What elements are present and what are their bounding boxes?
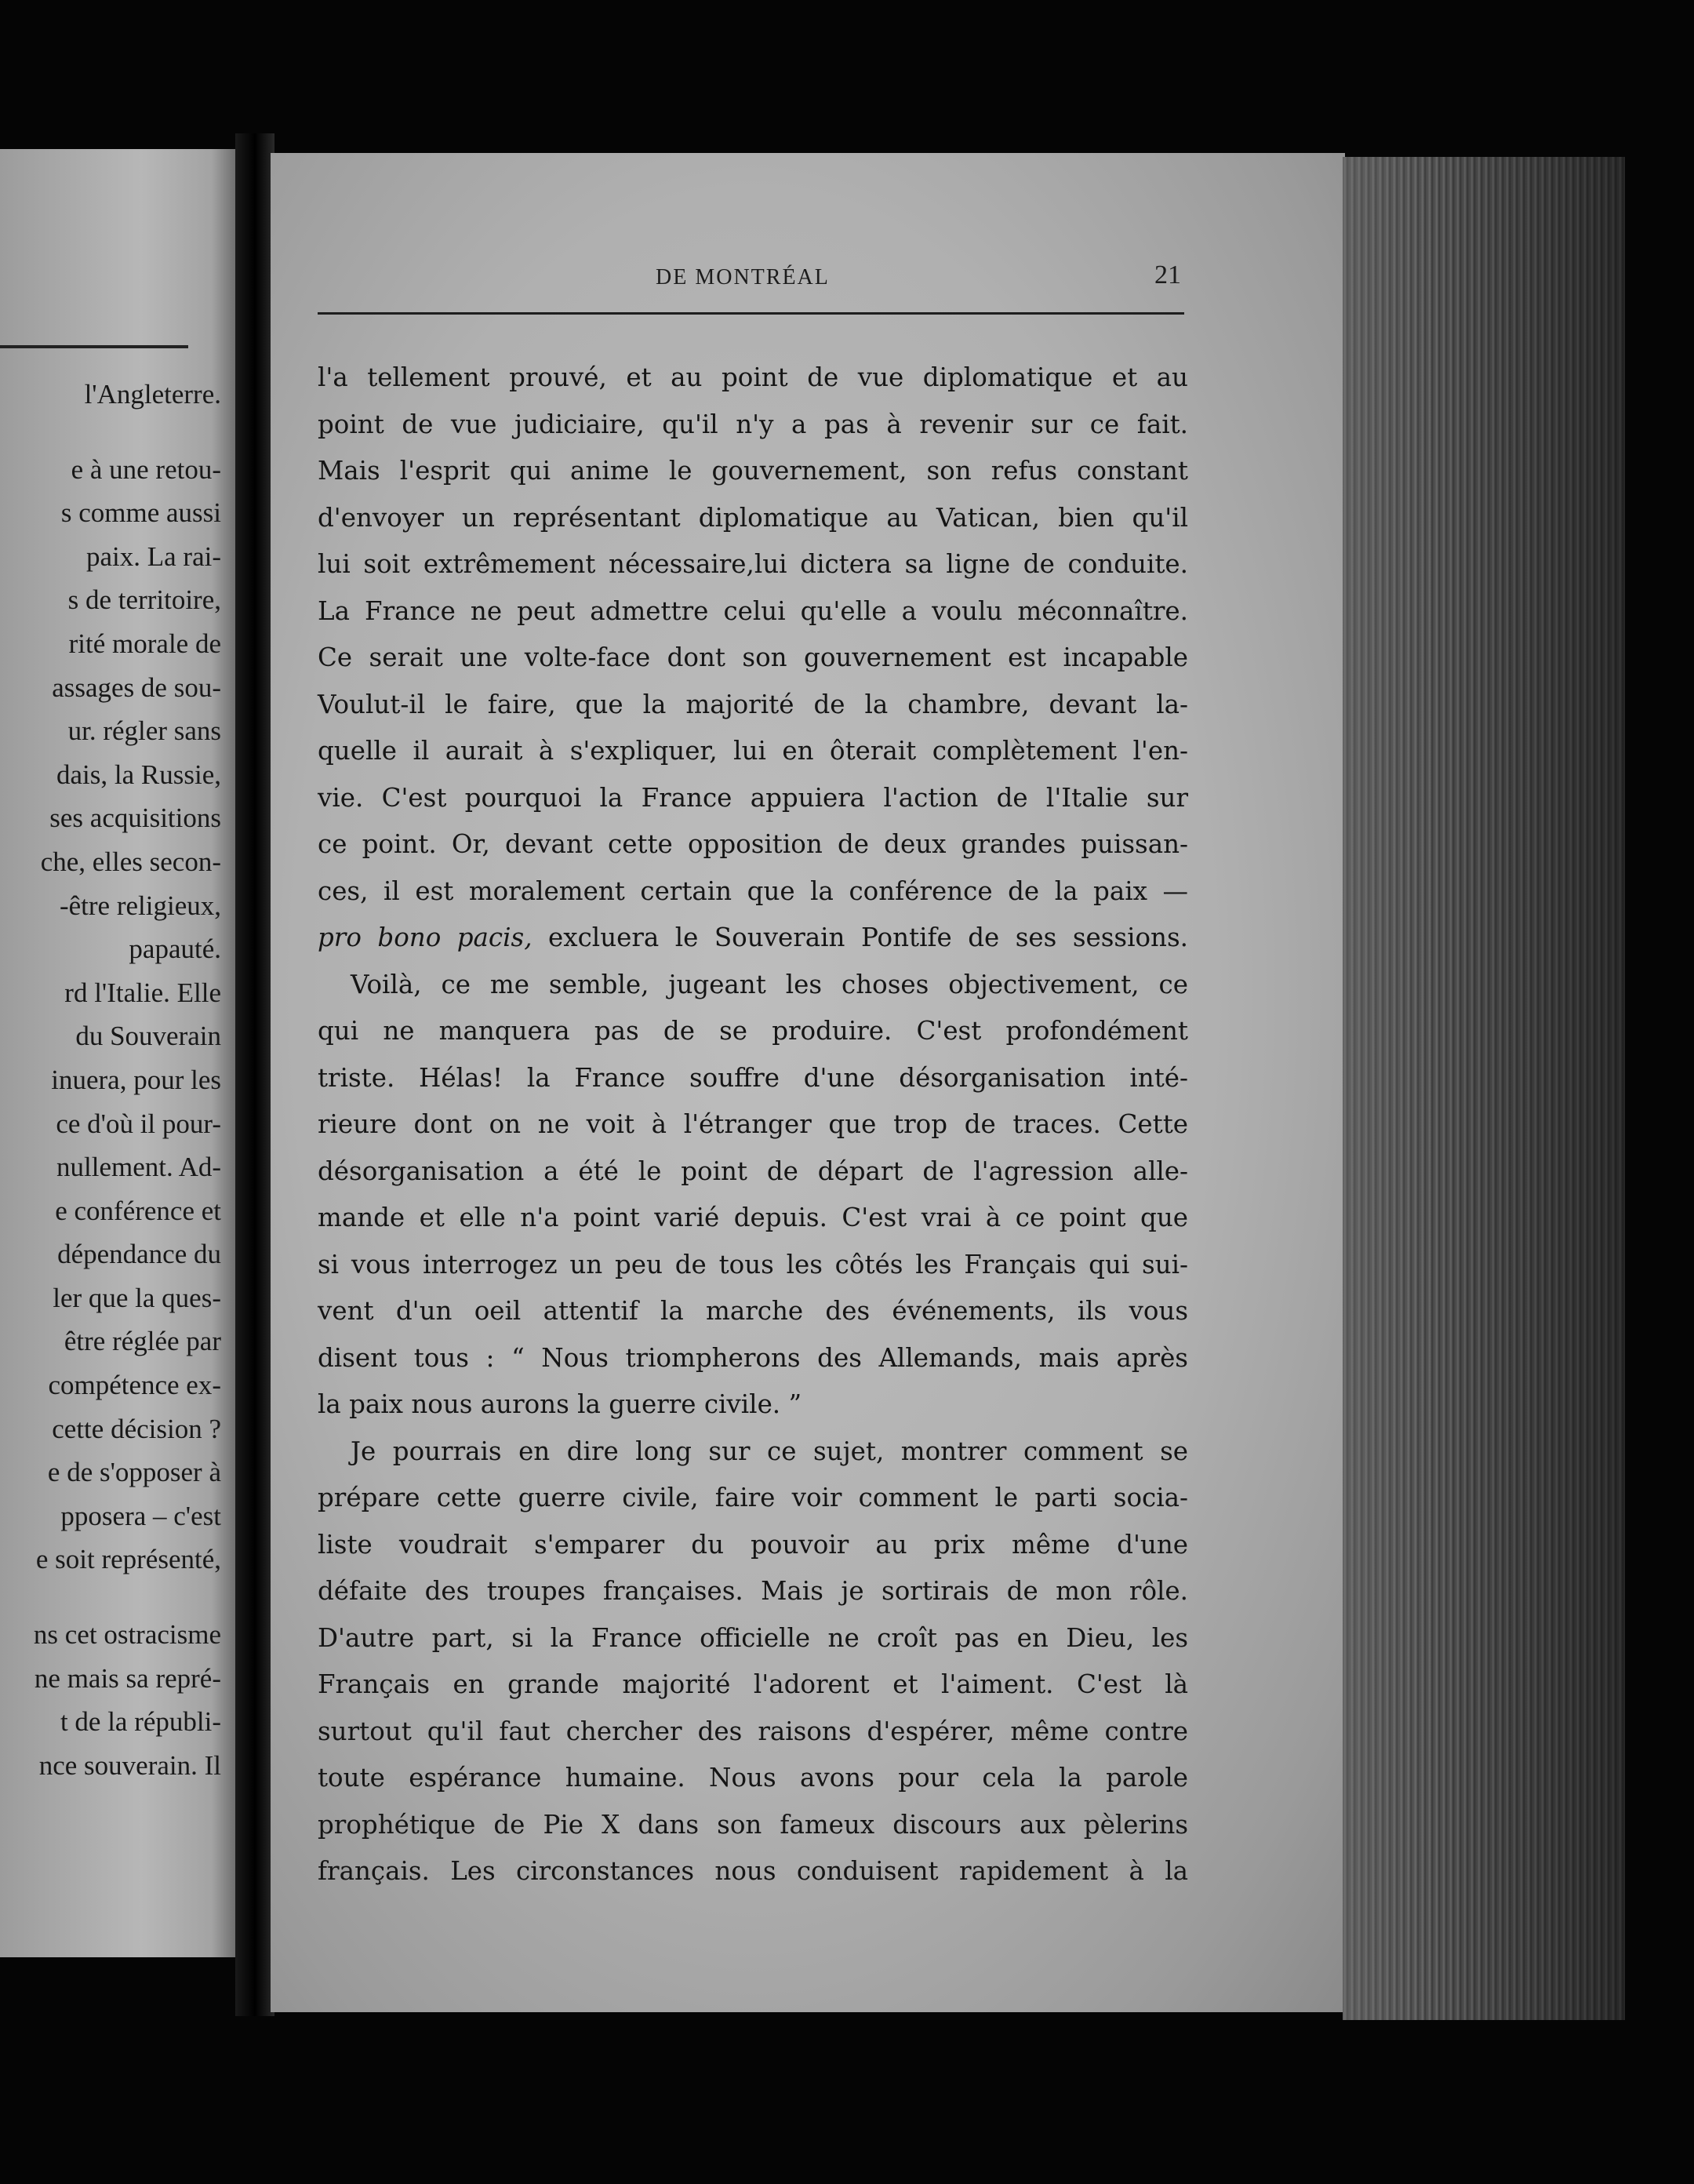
left-page-line: assages de sou- (52, 672, 221, 703)
running-head: DE MONTRÉAL (656, 265, 830, 289)
left-page-line: s comme aussi (60, 497, 221, 529)
text-line: ces, il est moralement certain que la conférence de la paix — (318, 875, 1188, 906)
text-line: Voilà, ce me semble, jugeant les choses objectivement, ce (351, 969, 1188, 999)
italic-phrase: pro bono pacis, (318, 923, 533, 952)
left-page-line: ler que la ques- (53, 1282, 221, 1313)
left-page-line: ses acquisitions (49, 803, 221, 834)
text-line: Ce serait une volte-face dont son gouvernement est incapable (318, 642, 1188, 672)
left-page-line: ne mais sa repré- (34, 1662, 221, 1694)
text-line: point de vue judiciaire, qu'il n'y a pas à revenir sur ce fait. (318, 409, 1188, 439)
left-page-line: du Souverain (75, 1021, 221, 1052)
left-page-line: inuera, pour les (51, 1064, 221, 1095)
left-page-line: l'Angleterre. (84, 379, 221, 410)
text-line: triste. Hélas! la France souffre d'une désorganisation inté- (318, 1062, 1188, 1093)
left-page-line: e de s'opposer à (47, 1457, 221, 1488)
text-line: ce point. Or, devant cette opposition de deux grandes puissan- (318, 829, 1188, 859)
text-line: lui soit extrêmement nécessaire,lui dictera sa ligne de conduite. (318, 549, 1188, 579)
text-line: prépare cette guerre civile, faire voir comment le parti socia- (318, 1483, 1188, 1512)
left-page-line: dais, la Russie, (56, 759, 221, 790)
text-line: d'envoyer un représentant diplomatique au Vatican, bien qu'il (318, 502, 1188, 533)
text-line: La France ne peut admettre celui qu'elle a voulu méconnaître. (318, 595, 1188, 626)
left-page-line: rd l'Italie. Elle (64, 977, 221, 1008)
left-page-line: dépendance du (57, 1239, 221, 1270)
text-line: vent d'un oeil attentif la marche des événements, ils vous (318, 1296, 1188, 1326)
text-line: liste voudrait s'emparer du pouvoir au prix même d'une (318, 1529, 1188, 1560)
page-body-text (318, 355, 1188, 1895)
left-page-line: ur. régler sans (67, 715, 221, 747)
text-line (318, 915, 1188, 962)
left-page-line: pposera – c'est (60, 1500, 221, 1531)
text-line: désorganisation a été le point de départ de l'agression alle- (318, 1156, 1188, 1186)
text-line: qui ne manquera pas de se produire. C'est profondément (318, 1016, 1188, 1046)
text-line: D'autre part, si la France officielle ne croît pas en Dieu, les (318, 1622, 1188, 1653)
left-page-rule (0, 345, 188, 348)
text-line: Voulut-il le faire, que la majorité de la chambre, devant la- (318, 689, 1188, 719)
page-edges (1343, 157, 1625, 2020)
left-page-line (0, 417, 221, 448)
text-line: si vous interrogez un peu de tous les côtés les Français qui sui- (318, 1249, 1188, 1279)
text-line: surtout qu'il faut chercher des raisons d'espérer, même contre (318, 1716, 1188, 1746)
left-page-line: paix. La rai- (86, 541, 221, 572)
text-line: prophétique de Pie X dans son fameux discours aux pèlerins (318, 1809, 1188, 1840)
left-page-line (0, 1582, 221, 1613)
text-line: français. Les circonstances nous conduisent rapidement à la (318, 1856, 1188, 1886)
text-line: disent tous : “ Nous triompherons des Allemands, mais après (318, 1342, 1188, 1373)
text-line: Je pourrais en dire long sur ce sujet, montrer comment se (351, 1436, 1188, 1466)
text-line: Mais l'esprit qui anime le gouvernement, son refus constant (318, 456, 1188, 486)
left-page-line: papauté. (129, 934, 221, 965)
text-line: la paix nous aurons la guerre civile. ” (318, 1389, 802, 1419)
left-page-line: être réglée par (64, 1326, 221, 1357)
left-page-line: che, elles secon- (40, 846, 221, 877)
left-page-text (0, 373, 221, 1787)
text-line: Français en grande majorité l'adorent et l'aiment. C'est là (318, 1669, 1188, 1699)
left-page-line: cette décision ? (52, 1413, 221, 1444)
left-page-line: compétence ex- (48, 1370, 221, 1401)
left-page-line: t de la républi- (60, 1706, 221, 1738)
page-number: 21 (1154, 260, 1181, 289)
text-line: défaite des troupes françaises. Mais je sortirais de mon rôle. (318, 1576, 1188, 1606)
text-line: quelle il aurait à s'expliquer, lui en ôterait complètement l'en- (318, 736, 1188, 766)
text-line: rieure dont on ne voit à l'étranger que trop de traces. Cette (318, 1109, 1188, 1139)
left-page-line: -être religieux, (59, 890, 221, 921)
left-page-line: e à une retou- (71, 453, 221, 485)
left-page-line: s de territoire, (67, 584, 221, 616)
left-page-line: ns cet ostracisme (33, 1619, 221, 1651)
left-page-line: nce souverain. Il (38, 1749, 221, 1781)
text-line: vie. C'est pourquoi la France appuiera l'action de l'Italie sur (318, 782, 1188, 813)
header-rule (318, 312, 1184, 315)
text-line: mande et elle n'a point varié depuis. C'est vrai à ce point que (318, 1203, 1188, 1232)
left-page (0, 149, 235, 1957)
left-page-line: nullement. Ad- (56, 1152, 221, 1183)
left-page-line: ce d'où il pour- (56, 1108, 221, 1139)
text-line: toute espérance humaine. Nous avons pour cela la parole (318, 1763, 1188, 1793)
text-line: l'a tellement prouvé, et au point de vue diplomatique et au (318, 362, 1188, 392)
left-page-line: rité morale de (68, 628, 221, 659)
line-text: excluera le Souverain Pontife de ses sessions. (532, 923, 1188, 952)
left-page-line: e soit représenté, (35, 1544, 221, 1575)
left-page-line: e conférence et (55, 1195, 221, 1226)
book-gutter (235, 133, 274, 2016)
